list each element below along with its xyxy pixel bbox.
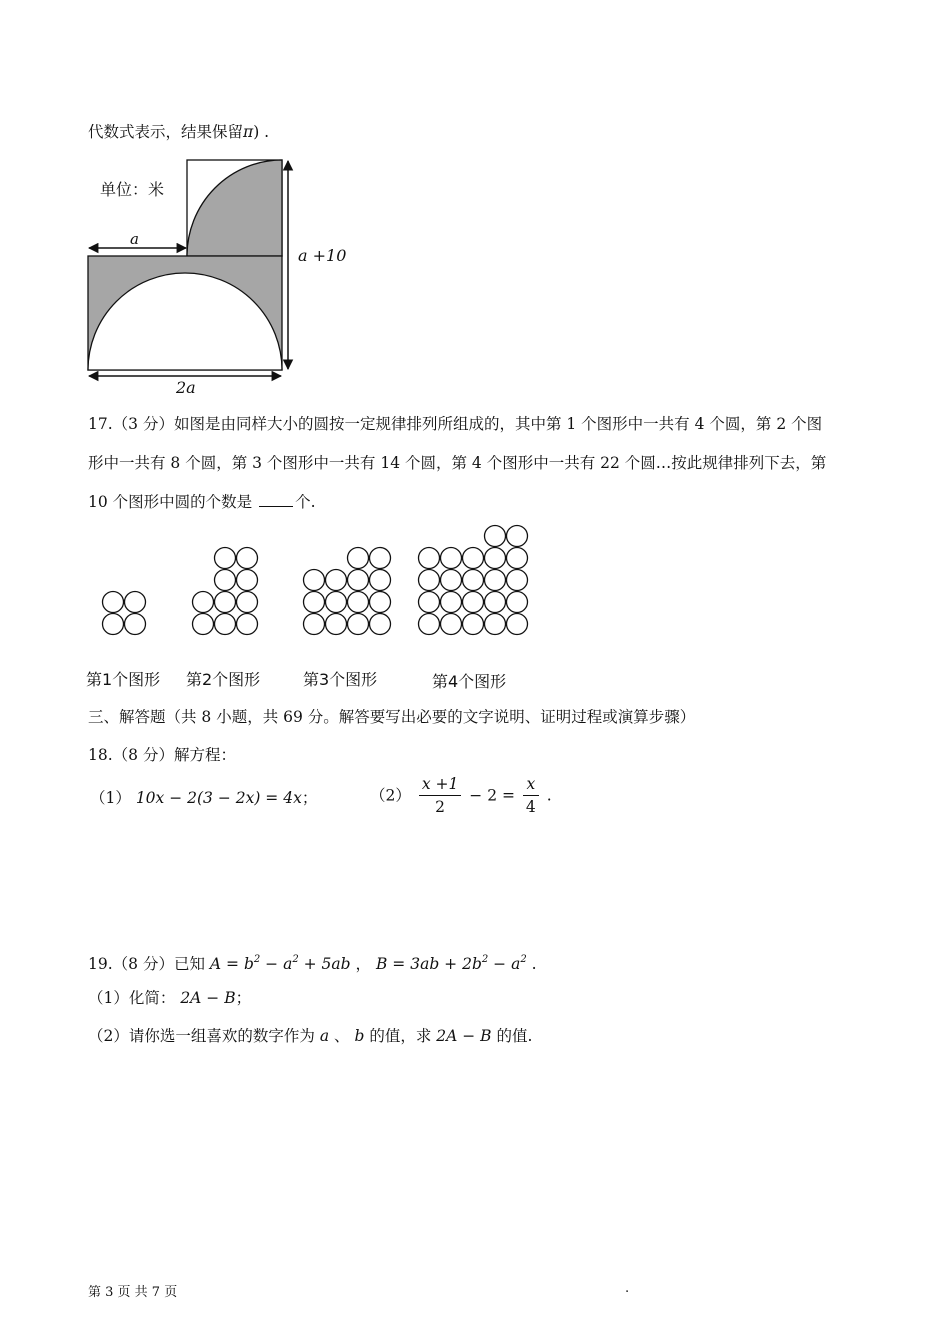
figure-4-circle xyxy=(441,592,462,613)
q19-part2-text-c: 的值. xyxy=(496,1027,533,1045)
expr-B: $B = 3ab + 2b^2 - a^2$ xyxy=(375,954,527,973)
figure-1-circle xyxy=(125,614,146,635)
figure-3-circle xyxy=(370,592,391,613)
figure-label-3: 第3个图形 xyxy=(303,670,378,689)
q17-prefix: 17.（3 分） xyxy=(88,415,174,433)
q16-tail-close: ) . xyxy=(253,123,270,141)
figure-4-circle xyxy=(507,570,528,591)
q18-part2-label: （2） xyxy=(370,786,411,805)
label-2a: 2a xyxy=(176,378,196,397)
footer-dot: . xyxy=(625,1281,630,1296)
figure-3-circle xyxy=(326,614,347,635)
figure-2-circle xyxy=(215,614,236,635)
q19-part1-expression: 2A − B xyxy=(180,989,236,1007)
q19-part1-end: ； xyxy=(235,989,252,1007)
figure-label-4: 第4个图形 xyxy=(432,672,507,691)
q18-prefix: 18.（8 分） xyxy=(88,746,174,764)
figure-4-circle xyxy=(485,614,506,635)
q18-part2-end: . xyxy=(546,786,552,805)
figure-2-circle xyxy=(193,592,214,613)
fraction-1 xyxy=(419,773,462,818)
figure-4-circle xyxy=(485,592,506,613)
figure-4-circle xyxy=(419,570,440,591)
figure-2-circle xyxy=(215,548,236,569)
q18-title: 解方程： xyxy=(173,746,236,764)
figure-3-circle xyxy=(304,592,325,613)
fraction-1-numerator: x +1 xyxy=(419,773,462,796)
figure-3-circle xyxy=(326,570,347,591)
q19-part-1 xyxy=(88,988,251,1008)
figure-4-circle xyxy=(419,548,440,569)
figure-4-circle xyxy=(463,614,484,635)
figure-3-circle xyxy=(304,614,325,635)
figure-2-circle xyxy=(215,570,236,591)
q17-text-1: 如图是由同样大小的圆按一定规律排列所组成的，其中第 1 个图形中一共有 4 个圆，第 2 个图 xyxy=(173,415,823,433)
figure-2-circle xyxy=(237,548,258,569)
q19-line-1 xyxy=(88,950,537,974)
figure-4-circle xyxy=(441,614,462,635)
label-a-plus-10: a +10 xyxy=(298,246,347,265)
figure-4-circle xyxy=(463,548,484,569)
q19-part-2 xyxy=(88,1026,532,1046)
q18-part-1 xyxy=(90,788,317,808)
q19-part2-expression: 2A − B xyxy=(436,1027,492,1045)
figure-1-circle xyxy=(125,592,146,613)
q18-part1-equation: 10x − 2(3 − 2x) = 4x xyxy=(135,789,302,807)
figure-1-circle xyxy=(103,592,124,613)
figure-label-1: 第1个图形 xyxy=(86,670,161,689)
page-footer: 第 3 页 共 7 页 xyxy=(88,1285,178,1300)
figure-4-circle xyxy=(507,526,528,547)
pi-symbol: π xyxy=(243,123,254,141)
figure-4-circle xyxy=(463,570,484,591)
figure-3-circle xyxy=(370,614,391,635)
var-a: a xyxy=(319,1027,330,1045)
unit-label: 单位：米 xyxy=(100,180,165,199)
expr-A: $A = b^2 - a^2 + 5ab$ xyxy=(209,954,351,973)
figure-2-circle xyxy=(193,614,214,635)
q19-part2-text-b: 的值，求 xyxy=(369,1027,432,1045)
q19-sep: ， xyxy=(355,955,372,973)
q19-given: 已知 xyxy=(173,955,205,973)
q19-end: . xyxy=(531,955,537,973)
q19-part1-label: （1）化简： xyxy=(88,989,176,1007)
figure-4-circle xyxy=(485,548,506,569)
figure-2-circle xyxy=(215,592,236,613)
figure-3-circle xyxy=(326,592,347,613)
figure-3-circle xyxy=(348,592,369,613)
q16-tail-text: 代数式表示，结果保留 xyxy=(88,123,244,141)
q18-part1-end: ； xyxy=(301,789,318,807)
q17-text-3a: 10 个图形中圆的个数是 xyxy=(88,493,253,511)
figure-4-circle xyxy=(507,614,528,635)
fraction-2-numerator: x xyxy=(523,773,539,796)
answer-blank xyxy=(259,492,293,507)
figure-1-circle xyxy=(103,614,124,635)
label-a: a xyxy=(130,230,139,248)
figure-3-circle xyxy=(348,548,369,569)
section-3-heading: 三、解答题（共 8 小题，共 69 分。解答要写出必要的文字说明、证明过程或演算步骤） xyxy=(88,708,696,726)
figure-3-circle xyxy=(370,548,391,569)
figure-4-circle xyxy=(419,614,440,635)
figure-2-circle xyxy=(237,592,258,613)
figure-4-circle xyxy=(419,592,440,613)
q17-text-3b: 个. xyxy=(295,493,316,511)
figure-3-circle xyxy=(304,570,325,591)
figure-4-circle xyxy=(463,592,484,613)
figure-3-circle xyxy=(370,570,391,591)
figure-4-circle xyxy=(485,526,506,547)
figure-2-circle xyxy=(237,570,258,591)
q17-line-1 xyxy=(88,414,822,434)
figure-4-circle xyxy=(507,548,528,569)
q16-tail-line xyxy=(88,122,269,142)
q18-part1-label: （1） xyxy=(90,789,131,807)
q17-circle-figures xyxy=(90,520,540,645)
fraction-2-denominator: 4 xyxy=(525,798,536,816)
figure-4-circle xyxy=(441,570,462,591)
figure-label-2: 第2个图形 xyxy=(186,670,261,689)
q17-line-3 xyxy=(88,492,316,512)
figure-4-circle xyxy=(485,570,506,591)
q19-prefix: 19.（8 分） xyxy=(88,955,174,973)
figure-4-circle xyxy=(441,548,462,569)
fraction-2 xyxy=(523,773,539,818)
figure-3-circle xyxy=(348,570,369,591)
figure-4-circle xyxy=(507,592,528,613)
figure-2-circle xyxy=(237,614,258,635)
q19-part2-sep: 、 xyxy=(334,1027,350,1045)
var-b: b xyxy=(354,1027,365,1045)
fraction-1-denominator: 2 xyxy=(435,798,446,816)
q19-part2-text-a: （2）请你选一组喜欢的数字作为 xyxy=(88,1027,315,1045)
q18-title-line xyxy=(88,745,236,765)
figure-3-circle xyxy=(348,614,369,635)
q18-part-2 xyxy=(370,773,552,818)
q18-part2-mid: − 2 = xyxy=(469,786,515,805)
q17-line-2: 形中一共有 8 个圆，第 3 个图形中一共有 14 个圆，第 4 个图形中一共有 22 个圆…按此规律排列下去，第 xyxy=(88,454,827,472)
